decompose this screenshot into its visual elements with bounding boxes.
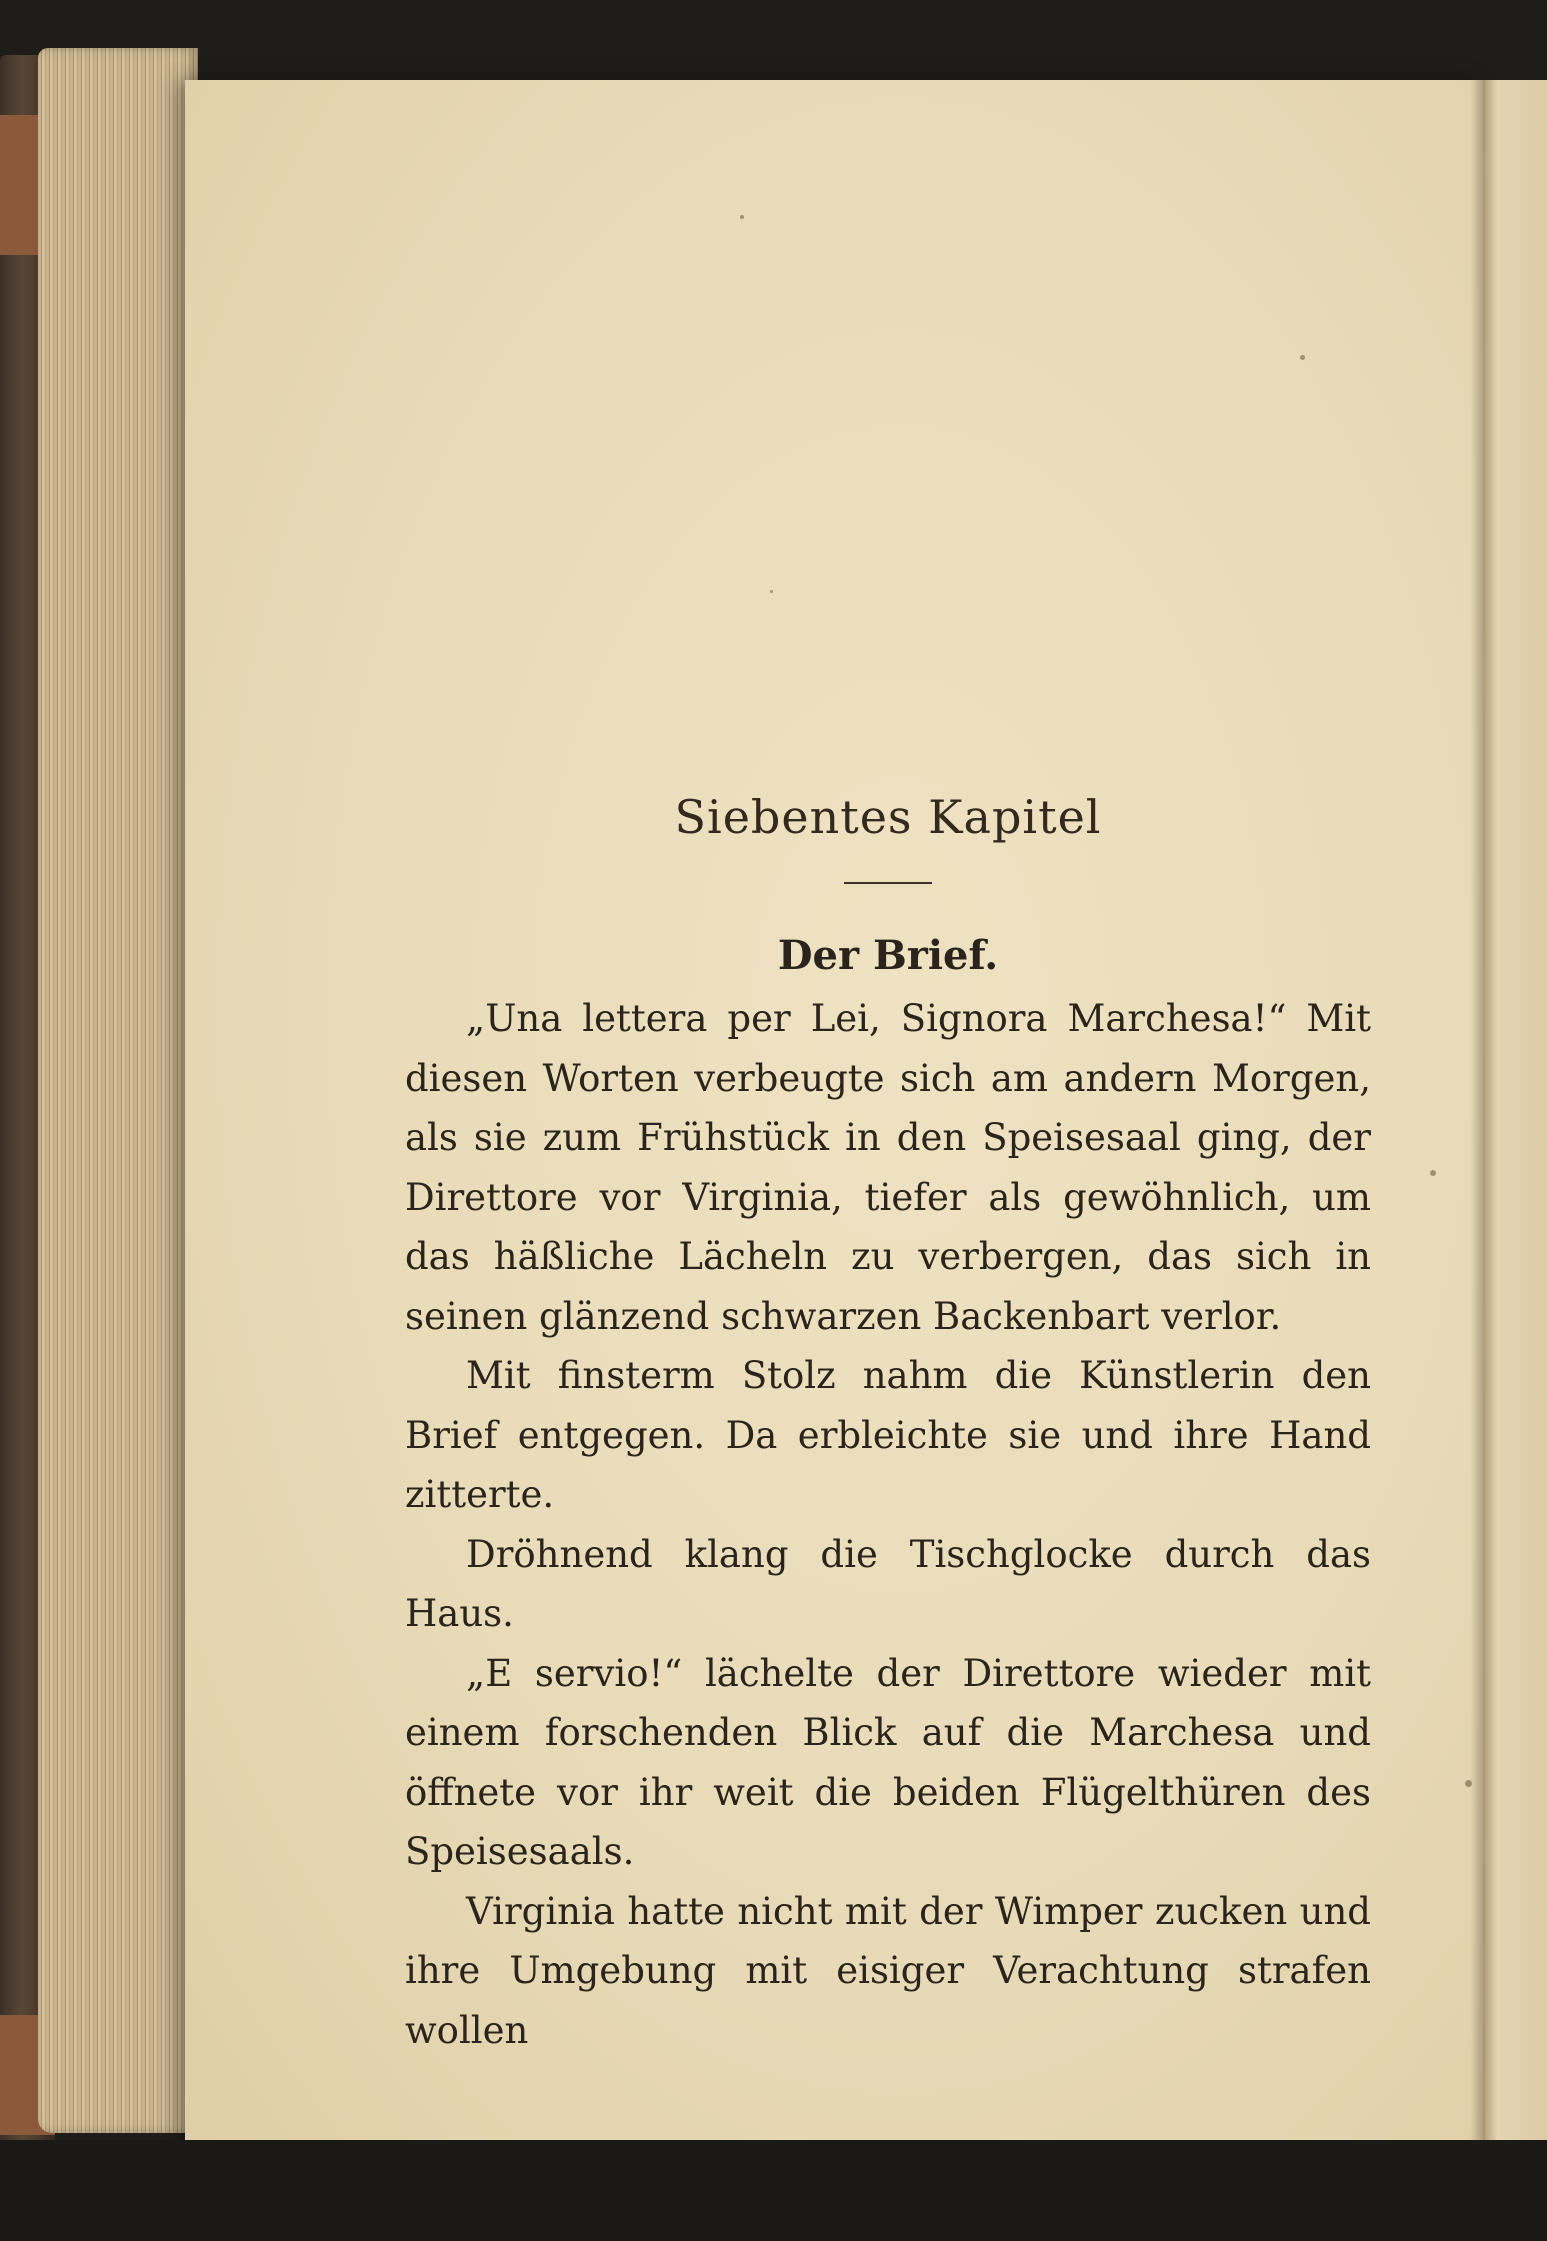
chapter-title: Der Brief. xyxy=(777,932,999,979)
page-edges xyxy=(38,48,198,2133)
page-text xyxy=(405,790,1371,2060)
chapter-heading: Siebentes Kapitel xyxy=(674,790,1102,844)
facing-page-edge xyxy=(1485,80,1547,2145)
paragraph: „E servio!“ lächelte der Direttore wieder mit einem forschenden Blick auf die Marchesa und öffnete vor ihr weit die beiden Flügelthüren des Speisesaals. xyxy=(405,1651,1371,1873)
scan-background xyxy=(0,2140,1547,2241)
paragraph: Dröhnend klang die Tischglocke durch das Haus. xyxy=(405,1532,1371,1635)
paper-speck xyxy=(1430,1170,1436,1176)
paragraph: „Una lettera per Lei, Signora Marchesa!“ Mit diesen Worten verbeugte sich am andern Morgen, als sie zum Frühstück in den Speisesaal ging, der Direttore vor Virginia, tiefer als gewöhnlich, um das häßliche Lächeln zu verbergen, das sich in seinen glänzend schwarzen Backenbart verlor. xyxy=(405,997,1371,1338)
paper-speck xyxy=(1300,355,1305,360)
heading-rule xyxy=(844,882,932,884)
paragraph: Mit finsterm Stolz nahm die Künstlerin den Brief entgegen. Da erbleichte sie und ihre Hand zitterte. xyxy=(405,1354,1371,1516)
paper-speck xyxy=(770,590,773,593)
paper-speck xyxy=(740,215,744,219)
paragraph: Virginia hatte nicht mit der Wimper zucken und ihre Umgebung mit eisiger Verachtung strafen wollen xyxy=(405,1889,1371,2052)
